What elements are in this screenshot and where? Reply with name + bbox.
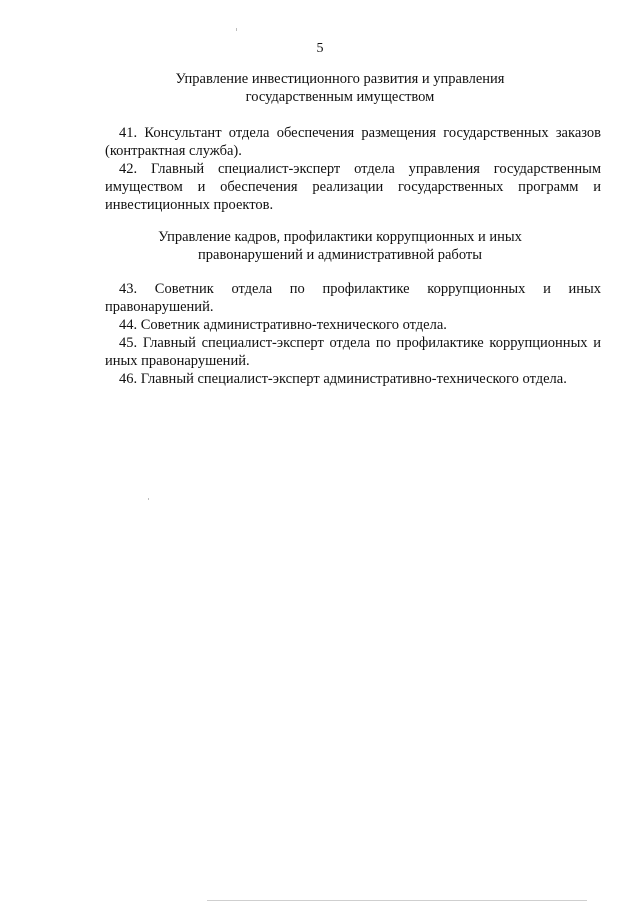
item-text: Советник административно-технического отдела.: [140, 317, 447, 333]
scan-artifact: [236, 28, 237, 31]
section-title-line: государственным имуществом: [245, 89, 435, 105]
item-text: Главный специалист-эксперт административно-технического отдела.: [140, 371, 567, 387]
item-number: 43.: [119, 281, 138, 297]
section-title-line: Управление инвестиционного развития и управления: [175, 71, 505, 87]
list-item-44: [105, 316, 601, 334]
page-number: 5: [316, 41, 324, 56]
item-number: 41.: [119, 125, 138, 141]
item-number: 46.: [119, 371, 138, 387]
list-item-45: [105, 334, 601, 370]
section-title-investment: [100, 70, 580, 106]
list-item-43: [105, 280, 601, 316]
item-text: Советник отдела по профилактике коррупционных и иных правонарушений.: [105, 281, 601, 315]
item-text: Главный специалист-эксперт отдела управления государственным имуществом и обеспечения реализации государственных программ и инвестиционных проектов.: [105, 161, 602, 213]
item-number: 45.: [119, 335, 138, 351]
section-title-line: Управление кадров, профилактики коррупционных и иных: [158, 229, 522, 245]
scan-artifact-bottom-line: [207, 900, 587, 901]
item-text: Консультант отдела обеспечения размещения государственных заказов (контрактная служба).: [105, 125, 601, 159]
section-title-line: правонарушений и административной работы: [198, 247, 482, 263]
item-number: 44.: [119, 317, 138, 333]
item-text: Главный специалист-эксперт отдела по профилактике коррупционных и иных правонарушений.: [105, 335, 602, 369]
scan-artifact: [148, 498, 149, 500]
item-number: 42.: [119, 161, 138, 177]
section-title-personnel: [100, 228, 580, 264]
list-item-46: [105, 370, 601, 388]
list-item-41: [105, 124, 601, 160]
list-item-42: [105, 160, 601, 214]
